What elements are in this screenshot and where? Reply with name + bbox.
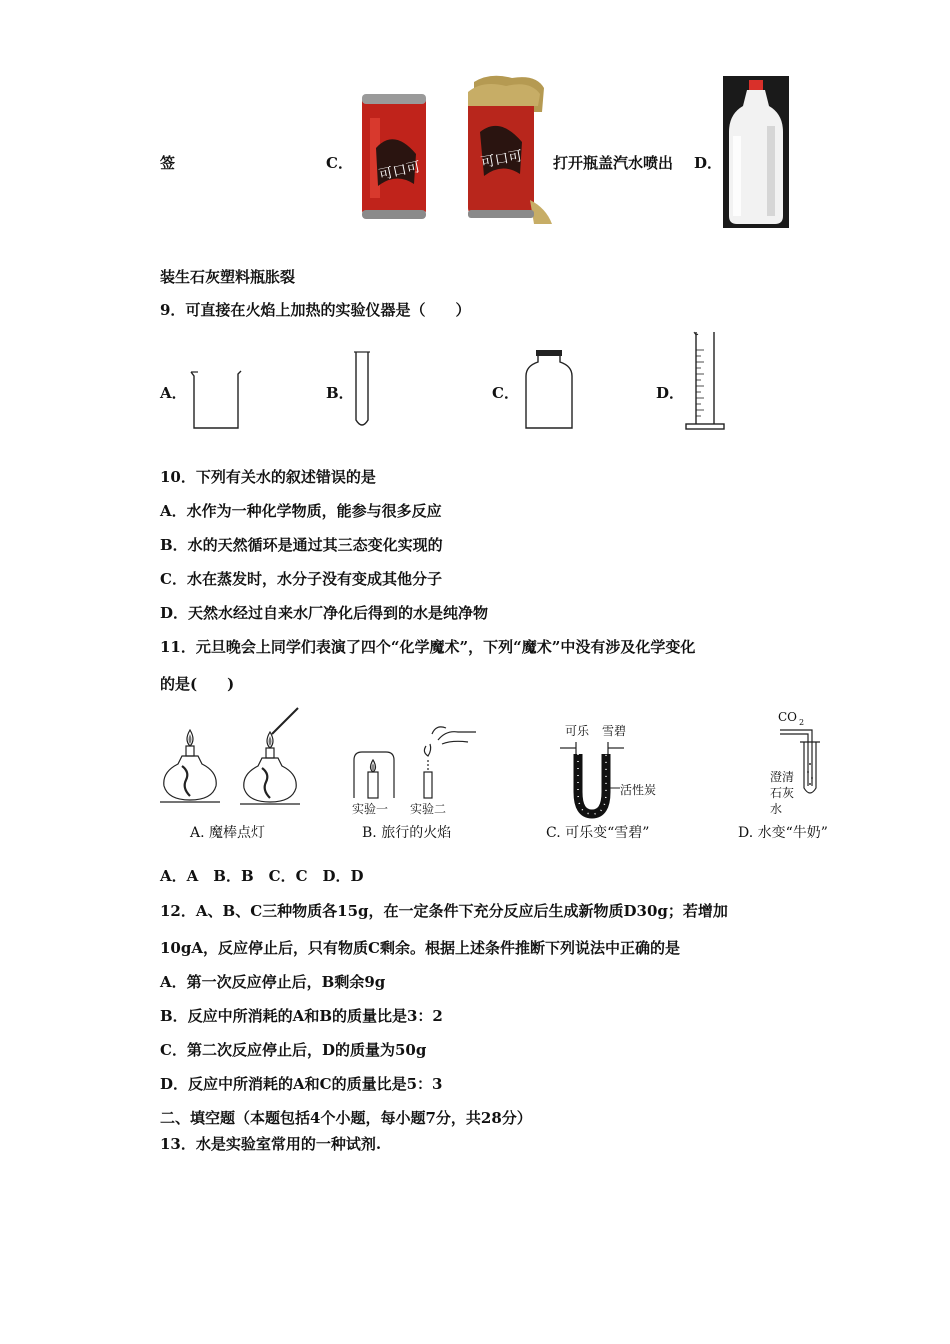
figure-c-u-tube [552,740,642,820]
svg-text:可口可: 可口可 [377,159,422,184]
top-left-text: 签 [160,154,176,172]
fig-d-label-lime: 石灰 [770,786,795,800]
fig-a-caption: A. 魔棒点灯 [190,825,266,841]
q10-option-a[interactable]: A．水作为一种化学物质，能参与很多反应 [160,502,442,520]
fig-d-label-clear: 澄清 [770,770,795,784]
test-tube-icon [352,350,372,430]
q9-option-d-label[interactable]: D． [656,384,685,402]
q9-option-a-label[interactable]: A． [160,384,187,402]
q12-option-b[interactable]: B．反应中所消耗的A和B的质量比是3：2 [160,1007,443,1025]
intact-can-image [356,88,431,224]
q11-answer-options[interactable]: A．A B．B C．C D．D [160,867,364,885]
fig-d-label-sub: 2 [799,718,805,727]
q10-option-b[interactable]: B．水的天然循环是通过其三态变化实现的 [160,536,443,554]
q12-option-d[interactable]: D．反应中所消耗的A和C的质量比是5：3 [160,1075,443,1093]
figure-b-candles [348,720,483,800]
graduated-cylinder-icon [684,330,726,432]
q9-option-c-label[interactable]: C． [492,384,519,402]
section2-heading: 二、填空题（本题包括4个小题，每小题7分，共28分） [160,1109,532,1127]
option-c-label: C． [326,154,353,172]
bursting-can-image [460,72,555,230]
top-mid-text: 打开瓶盖汽水喷出 [553,154,674,172]
figure-a-alcohol-lamps [160,706,310,808]
q12-stem-line1: 12．A、B、C三种物质各15g，在一定条件下充分反应后生成新物质D30g；若增加 [160,902,728,920]
wide-mouth-bottle-icon [522,348,576,432]
fig-d-caption: D. 水变“牛奶” [738,825,828,841]
fig-b-caption: B. 旅行的火焰 [362,825,452,841]
fig-d-label-water: 水 [770,802,783,816]
q13-stem: 13．水是实验室常用的一种试剂. [160,1135,382,1153]
q12-option-c[interactable]: C．第二次反应停止后，D的质量为50g [160,1041,427,1059]
fig-b-label-exp1: 实验一 [352,802,389,816]
q10-stem: 10．下列有关水的叙述错误的是 [160,468,376,486]
q12-option-a[interactable]: A．第一次反应停止后，B剩余9g [160,973,386,991]
q12-stem-line2: 10gA，反应停止后，只有物质C剩余。根据上述条件推断下列说法中正确的是 [160,939,680,957]
fig-c-label-sprite: 雪碧 [602,724,627,738]
fig-c-label-carbon: 活性炭 [620,783,657,797]
fig-b-label-exp2: 实验二 [410,802,447,816]
fig-d-label-co: CO [778,710,798,724]
option-d-label: D． [694,154,723,172]
top-row-continuation: 装生石灰塑料瓶胀裂 [160,268,296,286]
fig-c-label-cola: 可乐 [565,724,590,738]
q9-option-b-label[interactable]: B． [326,384,354,402]
plastic-bottle-image [723,76,789,228]
svg-text:可口可: 可口可 [479,148,524,172]
beaker-icon [188,368,244,432]
q11-stem-line2: 的是( ) [160,675,235,693]
q11-stem-line1: 11．元旦晚会上同学们表演了四个“化学魔术”，下列“魔术”中没有涉及化学变化 [160,638,696,656]
q10-option-d[interactable]: D．天然水经过自来水厂净化后得到的水是纯净物 [160,604,489,622]
fig-c-caption: C. 可乐变“雪碧” [546,825,650,841]
q9-stem: 9．可直接在火焰上加热的实验仪器是（ ） [160,301,471,319]
q10-option-c[interactable]: C．水在蒸发时，水分子没有变成其他分子 [160,570,442,588]
